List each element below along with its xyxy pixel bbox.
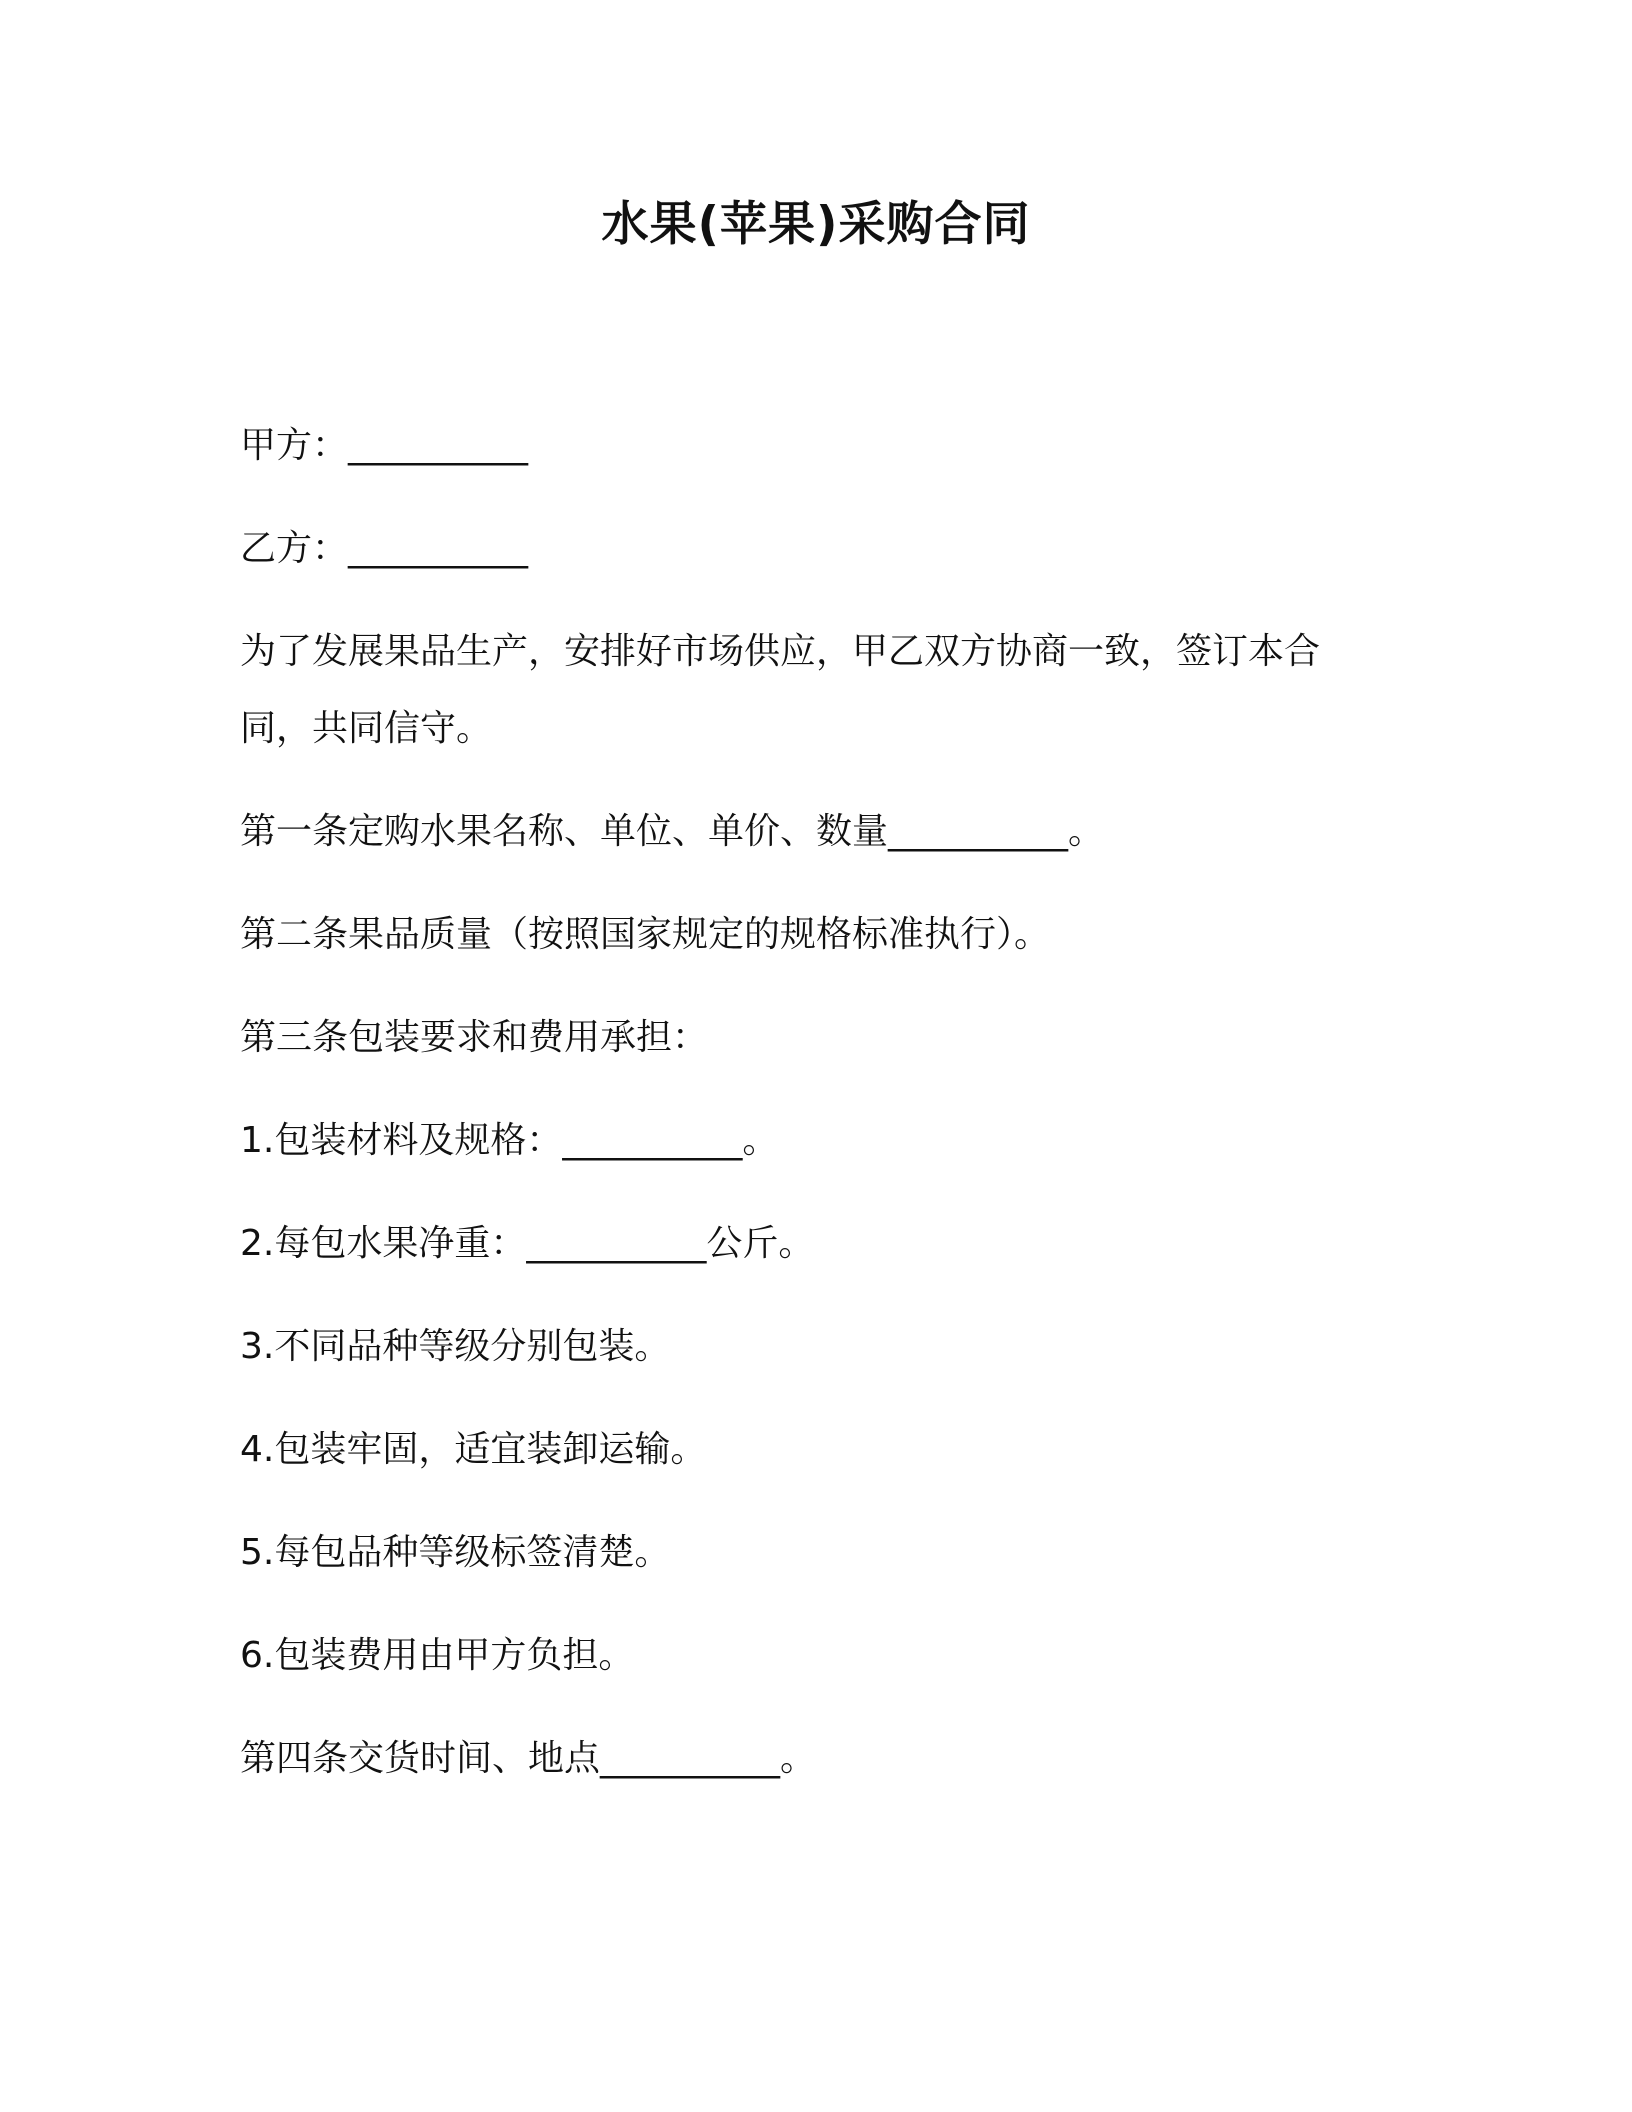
article-3-item-6: 6.包装费用由甲方负担。	[240, 1635, 635, 1676]
article-3: 第三条包装要求和费用承担：	[240, 1017, 709, 1058]
article-1: 第一条定购水果名称、单位、单价、数量__________。	[240, 811, 1105, 852]
article-3-item-1: 1.包装材料及规格：__________。	[240, 1120, 779, 1161]
party-b-line: 乙方：__________	[240, 528, 529, 569]
contract-title: 水果(苹果)采购合同	[601, 197, 1031, 252]
intro-paragraph-line-1: 为了发展果品生产，安排好市场供应，甲乙双方协商一致，签订本合	[240, 631, 1321, 672]
intro-paragraph-line-2: 同，共同信守。	[240, 708, 493, 749]
article-3-item-2: 2.每包水果净重：__________公斤。	[240, 1223, 815, 1264]
article-3-item-5: 5.每包品种等级标签清楚。	[240, 1532, 671, 1573]
article-3-item-3: 3.不同品种等级分别包装。	[240, 1326, 671, 1367]
article-2: 第二条果品质量（按照国家规定的规格标准执行）。	[240, 914, 1051, 955]
article-3-item-4: 4.包装牢固，适宜装卸运输。	[240, 1429, 707, 1470]
party-a-line: 甲方：__________	[240, 425, 529, 466]
article-4: 第四条交货时间、地点__________。	[240, 1738, 817, 1779]
